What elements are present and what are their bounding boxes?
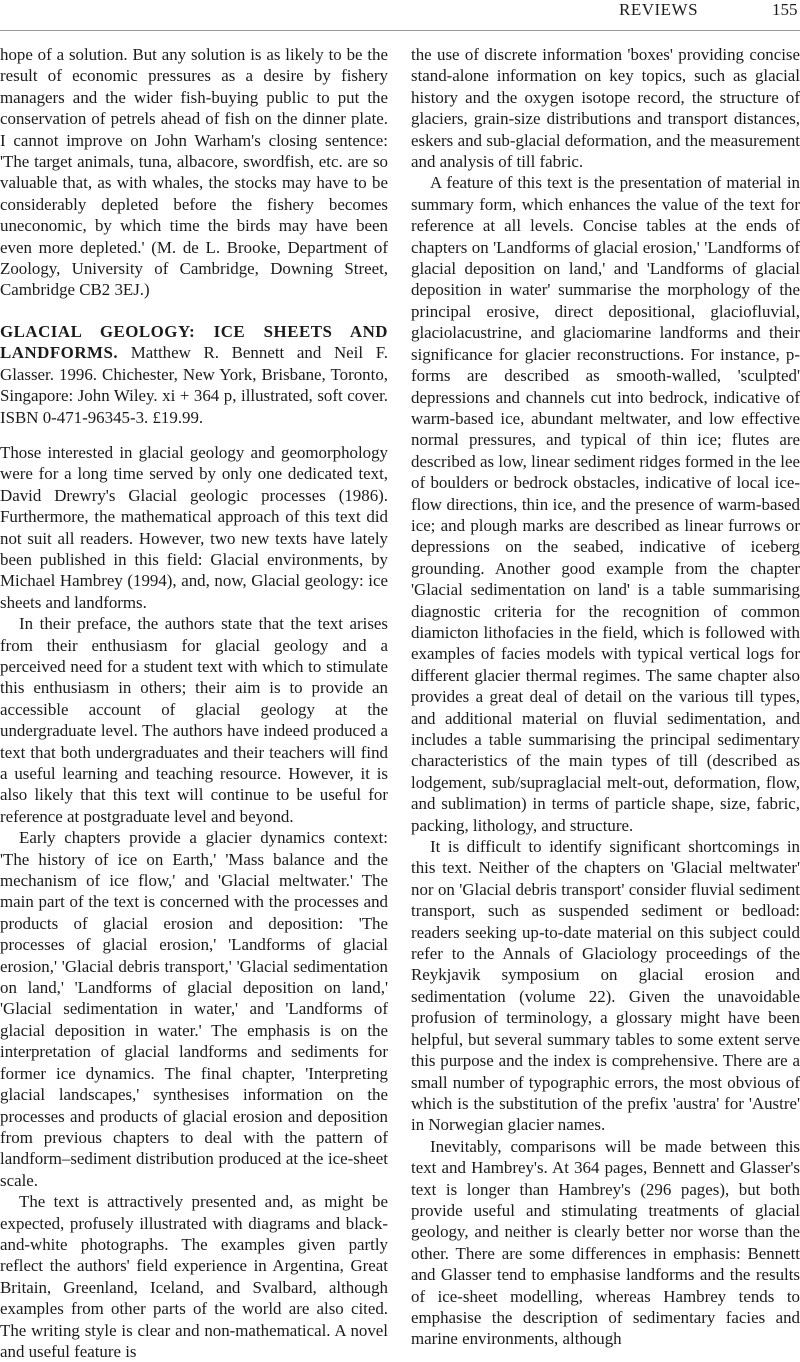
- review-paragraph-boxes: the use of discrete information 'boxes' providing concise stand-alone information on key topics, such as glacial history and the oxygen isotope record, the structure of glaciers, grain-size distributions and transport distances, eskers and sub-glacial deformation, and the measurement and analysis of till fabric.: [411, 45, 800, 172]
- review-paragraph-chapters: Early chapters provide a glacier dynamics context: 'The history of ice on Earth,' 'Mass balance and the mechanism of ice flow,' and 'Glacial meltwater.' The main part of the text is concerned with the processes and products of glacial erosion and deposition: 'The processes of glacial erosion,' 'Landforms of glacial erosion,' 'Glacial debris transport,' 'Glacial sedimentation on land,' 'Landforms of glacial deposition on land,' 'Glacial sedimentation in water,' and 'Landforms of glacial deposition in water.' The emphasis is on the interpretation of glacial landforms and sediments for former ice dynamics. The final chapter, 'Interpreting glacial landscapes,' synthesises information on the processes and products of glacial erosion and deposition from previous chapters to deal with the pattern of landform–sediment distribution produced at the ice-sheet scale.: [0, 828, 388, 1190]
- review-paragraph-shortcomings: It is difficult to identify significant shortcomings in this text. Neither of the chapters on 'Glacial meltwater' nor on 'Glacial debris transport' consider fluvial sediment transport, such as suspended sediment or bedload: readers seeking up-to-date material on this subject could refer to the Annals of Glaciology proceedings of the Reykjavik symposium on glacial erosion and sedimentation (volume 22). Given the unavoidable profusion of terminology, a glossary might have been helpful, but several summary tables to some extent serve this purpose and the index is comprehensive. There are a small number of typographic errors, the most obvious of which is the substitution of the prefix 'austra' for 'Austre' in Norwegian glacier names.: [411, 837, 800, 1135]
- review-heading: [0, 321, 388, 428]
- page-number: 155: [772, 0, 798, 19]
- page-header: [0, 0, 800, 31]
- review-paragraph-summary-form: A feature of this text is the presentation of material in summary form, which enhances the value of the text for reference at all levels. Concise tables at the ends of chapters on 'Landforms of glacial erosion,' 'Landforms of glacial deposition on land,' and 'Landforms of glacial deposition in water' summarise the morphology of the principal erosive, direct depositional, glaciofluvial, glaciolacustrine, and glaciomarine landforms and their significance for glacier reconstructions. For instance, p-forms are described as smooth-walled, 'sculpted' depressions and channels cut into bedrock, indicative of warm-based ice, abundant meltwater, and low effective normal pressures, and typical of thin ice; flutes are described as low, linear sediment ridges formed in the lee of boulders or bedrock obstacles, indicative of local ice-flow directions, thin ice, and the presence of warm-based ice; and plough marks are described as linear furrows or depressions on the seabed, indicative of iceberg grounding. Another good example from the chapter 'Glacial sedimentation on land' is a table summarising diagnostic criteria for the recognition of common diamicton lithofacies in the field, which is followed with examples of facies models with typical vertical logs for different glacier thermal regimes. The same chapter also provides a great deal of detail on the various till types, and additional material on fluvial sedimentation, and includes a table summarising the principal sedimentary characteristics of the main types of till (described as lodgement, sub/supraglacial melt-out, deformation, flow, and sublimation) in terms of particle shape, size, fabric, packing, lithology, and structure.: [411, 173, 800, 835]
- review-paragraph-presentation: The text is attractively presented and, as might be expected, profusely illustrated with diagrams and black-and-white photographs. The examples given partly reflect the authors' field experience in Argentina, Great Britain, Greenland, Iceland, and Svalbard, although examples from other parts of the world are also cited. The writing style is clear and non-mathematical. A novel and useful feature is: [0, 1192, 388, 1361]
- running-head: REVIEWS: [619, 0, 699, 19]
- review-paragraph-intro: Those interested in glacial geology and geomorphology were for a long time served by only one dedicated text, David Drewry's Glacial geologic processes (1986). Furthermore, the mathematical approach of this text did not suit all readers. However, two new texts have lately been published in this field: Glacial environments, by Michael Hambrey (1994), and, now, Glacial geology: ice sheets and landforms.: [0, 442, 388, 612]
- review-bibliographic-details: Matthew R. Bennett and Neil F. Glasser. 1996. Chichester, New York, Brisbane, Toronto, Singapore: John Wiley. xi + 364 p, illustrated, soft cover. ISBN 0-471-96345-3. £19.99.: [0, 343, 388, 427]
- review-title: GLACIAL GEOLOGY: ICE SHEETS AND LANDFORMS.: [0, 321, 388, 363]
- review-paragraph-comparison: Inevitably, comparisons will be made between this text and Hambrey's. At 364 pages, Bennett and Glasser's text is longer than Hambrey's (296 pages), but both provide useful and stimulating treatments of glacial geology, and neither is clearly better nor worse than the other. There are some differences in emphasis: Bennett and Glasser tend to emphasise landforms and the results of ice-sheet modelling, whereas Hambrey tends to emphasise the description of sedimentary facies and marine environments, although: [411, 1136, 800, 1349]
- right-column: [411, 44, 800, 1349]
- review-paragraph-preface: In their preface, the authors state that the text arises from their enthusiasm for glacial geology and a perceived need for a student text with which to stimulate this enthusiasm in others; their aim is to provide an accessible account of glacial geology at the undergraduate level. The authors have indeed produced a text that both undergraduates and their teachers will find a useful learning and teaching resource. However, it is also likely that this text will continue to be useful for reference at postgraduate level and beyond.: [0, 614, 388, 826]
- previous-review-ending: hope of a solution. But any solution is as likely to be the result of economic pressures as a desire by fishery managers and the wider fish-buying public to put the conservation of petrels ahead of fish on the dinner plate. I cannot improve on John Warham's closing sentence: 'The target animals, tuna, albacore, swordfish, etc. are so valuable that, as with whales, the stocks may have to be considerably depleted before the fishery becomes uneconomic, by which time the birds may have been even more depleted.' (M. de L. Brooke, Department of Zoology, University of Cambridge, Downing Street, Cambridge CB2 3EJ.): [0, 45, 388, 300]
- left-column: [0, 44, 388, 1361]
